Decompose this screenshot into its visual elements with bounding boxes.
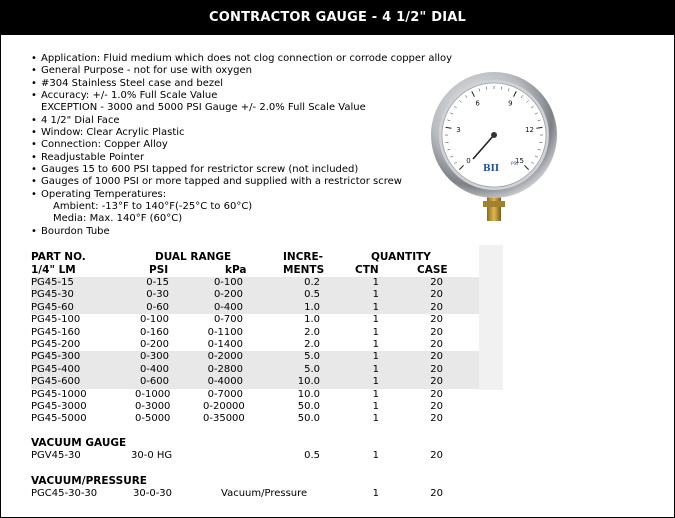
table-row: [31, 450, 479, 462]
part-number: PG45-15: [31, 277, 74, 288]
gauge-tick-label: 3: [456, 125, 461, 134]
case-qty: 20: [430, 413, 443, 425]
increment: 5.0: [304, 351, 320, 363]
range: 30-0-30: [133, 488, 173, 499]
ctn-qty: 1: [372, 339, 379, 350]
case-qty: 20: [430, 450, 443, 461]
kpa-range: 0-35000: [203, 413, 245, 425]
header-psi: PSI: [149, 264, 169, 276]
table-row: [31, 488, 479, 500]
psi-range: 0-600: [139, 376, 169, 388]
feature-item: • #304 Stainless Steel case and bezel: [31, 78, 452, 90]
pressure-gauge-image: [413, 71, 575, 226]
table-row: [31, 351, 479, 363]
psi-range: 0-60: [146, 301, 169, 313]
increment: 0.5: [304, 450, 320, 461]
psi-range: 0-3000: [135, 401, 171, 412]
case-qty: 20: [430, 277, 443, 288]
ctn-qty: 1: [372, 277, 379, 288]
feature-item: Ambient: -13°F to 140°F(-25°C to 60°C): [53, 201, 253, 213]
part-number: PG45-5000: [31, 413, 87, 425]
header-quantity: QUANTITY: [371, 251, 431, 263]
table-row: [31, 389, 479, 401]
header-part-sub: 1/4" LM: [31, 264, 76, 276]
psi-range: 0-1000: [135, 388, 171, 400]
kpa-range: 0-4000: [207, 376, 243, 388]
feature-item: • 4 1/2" Dial Face: [31, 115, 452, 127]
part-number: PG45-200: [31, 339, 81, 350]
ctn-qty: 1: [372, 376, 379, 388]
psi-range: 0-30: [146, 289, 169, 301]
header-part-no: PART NO.: [31, 251, 86, 263]
case-qty: 20: [430, 326, 443, 338]
psi-range: 0-300: [139, 351, 169, 363]
psi-range: 0-100: [139, 314, 169, 326]
feature-item: • Connection: Copper Alloy: [31, 139, 452, 151]
table-row: [31, 327, 479, 339]
kpa-range: 0-200: [213, 289, 243, 301]
case-qty: 20: [430, 376, 443, 388]
kpa-range: 0-7000: [207, 388, 243, 400]
table-row: [31, 339, 479, 351]
increment: 10.0: [297, 376, 320, 388]
gauge-tick-label: 15: [514, 156, 524, 165]
feature-item: EXCEPTION - 3000 and 5000 PSI Gauge +/- 2.0% Full Scale Value: [41, 102, 366, 114]
case-qty: 20: [430, 301, 443, 313]
header-ments: MENTS: [283, 264, 325, 276]
psi-range: 0-160: [139, 326, 169, 338]
ctn-qty: 1: [372, 363, 379, 375]
feature-item: • Application: Fluid medium which does not clog connection or corrode copper alloy: [31, 53, 452, 65]
psi-range: 0-400: [139, 363, 169, 375]
feature-item: • General Purpose - not for use with oxygen: [31, 65, 452, 77]
increment: 2.0: [304, 339, 320, 350]
psi-range: 0-15: [146, 277, 169, 288]
header-dual-range: DUAL RANGE: [155, 251, 232, 263]
feature-item: • Window: Clear Acrylic Plastic: [31, 127, 452, 139]
ctn-qty: 1: [372, 413, 379, 425]
feature-item: • Bourdon Tube: [31, 226, 452, 238]
page-title: CONTRACTOR GAUGE - 4 1/2" DIAL: [1, 1, 674, 35]
increment: 5.0: [304, 363, 320, 375]
case-qty: 20: [430, 339, 443, 350]
increment: 50.0: [297, 401, 320, 412]
increment: 1.0: [304, 314, 320, 326]
gauge-tick-label: 6: [475, 99, 480, 108]
vacuum-pressure-title: VACUUM/PRESSURE: [31, 475, 147, 487]
ctn-qty: 1: [372, 289, 379, 301]
part-number: PG45-100: [31, 314, 81, 326]
kpa-range: 0-100: [213, 277, 243, 288]
table-row: [31, 401, 479, 413]
vacuum-gauge-title: VACUUM GAUGE: [31, 437, 127, 449]
table-row: [31, 289, 479, 301]
kpa-range: 0-2800: [207, 363, 243, 375]
increment: 2.0: [304, 326, 320, 338]
header-ctn: CTN: [355, 264, 379, 276]
gauge-brand: BII: [483, 164, 500, 174]
case-qty: 20: [430, 314, 443, 326]
kpa-range: 0-400: [213, 301, 243, 313]
ctn-qty: 1: [372, 401, 379, 412]
kpa-range: 0-1400: [207, 339, 243, 350]
ctn-qty: 1: [372, 450, 379, 461]
header-incre: INCRE-: [283, 251, 324, 263]
header-case: CASE: [417, 264, 448, 276]
part-number: PG45-3000: [31, 401, 87, 412]
feature-item: • Readjustable Pointer: [31, 152, 452, 164]
kpa-range: 0-2000: [207, 351, 243, 363]
ctn-qty: 1: [372, 488, 379, 499]
increment: Vacuum/Pressure: [221, 488, 308, 499]
feature-item: Media: Max. 140°F (60°C): [53, 213, 183, 225]
table-shade-margin: [479, 245, 503, 390]
increment: 10.0: [297, 388, 320, 400]
part-number: PG45-160: [31, 326, 81, 338]
ctn-qty: 1: [372, 326, 379, 338]
ctn-qty: 1: [372, 314, 379, 326]
part-number: PGV45-30: [31, 450, 81, 461]
table-row: [31, 364, 479, 376]
case-qty: 20: [430, 351, 443, 363]
case-qty: 20: [430, 289, 443, 301]
increment: 0.2: [304, 277, 320, 288]
psi-range: 0-200: [139, 339, 169, 350]
increment: 1.0: [304, 301, 320, 313]
part-number: PG45-1000: [31, 388, 87, 400]
feature-item: • Accuracy: +/- 1.0% Full Scale Value: [31, 90, 452, 102]
kpa-range: 0-700: [213, 314, 243, 326]
case-qty: 20: [430, 401, 443, 412]
feature-item: • Gauges of 1000 PSI or more tapped and supplied with a restrictor screw: [31, 176, 452, 188]
ctn-qty: 1: [372, 301, 379, 313]
feature-item: • Operating Temperatures:: [31, 189, 452, 201]
part-number: PGC45-30-30: [31, 488, 98, 499]
kpa-range: 0-20000: [203, 401, 245, 412]
table-row: [31, 277, 479, 289]
increment: 50.0: [297, 413, 320, 425]
part-number: PG45-300: [31, 351, 81, 363]
feature-list: [31, 53, 452, 238]
header-kpa: kPa: [225, 264, 247, 276]
case-qty: 20: [430, 388, 443, 400]
gauge-tick-label: 9: [508, 99, 513, 108]
table-row: [31, 302, 479, 314]
case-qty: 20: [430, 363, 443, 375]
kpa-range: 0-1100: [207, 326, 243, 338]
gauge-tick-label: 12: [525, 125, 535, 134]
part-number: PG45-60: [31, 301, 74, 313]
table-row: [31, 376, 479, 388]
part-number: PG45-400: [31, 363, 81, 375]
increment: 0.5: [304, 289, 320, 301]
ctn-qty: 1: [372, 388, 379, 400]
table-row: [31, 413, 479, 425]
psi-range: 0-5000: [135, 413, 171, 425]
feature-item: • Gauges 15 to 600 PSI tapped for restrictor screw (not included): [31, 164, 452, 176]
range: 30-0 HG: [131, 450, 173, 461]
gauge-unit: PSI: [511, 162, 518, 167]
part-number: PG45-600: [31, 376, 81, 388]
table-row: [31, 314, 479, 326]
gauge-tick-label: 0: [466, 156, 471, 165]
case-qty: 20: [430, 488, 443, 499]
part-number: PG45-30: [31, 289, 74, 301]
ctn-qty: 1: [372, 351, 379, 363]
